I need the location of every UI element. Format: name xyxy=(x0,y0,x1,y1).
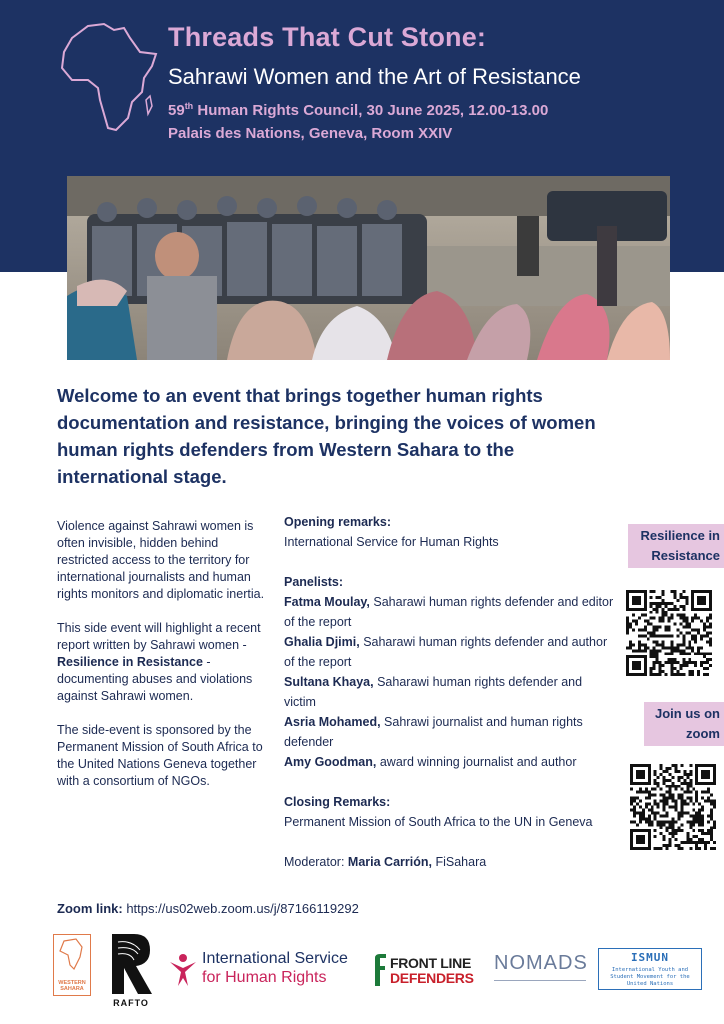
panelist-item: Ghalia Djimi, Saharawi human rights defender and author of the report xyxy=(284,635,608,669)
program-column xyxy=(284,512,614,872)
panelist-item: Amy Goodman, award winning journalist and author xyxy=(284,755,577,769)
description-paragraph-2: This side event will highlight a recent report written by Sahrawi women - Resilience in Resistance - documenting abuses and violations against Sahrawi women. xyxy=(57,621,261,703)
zoom-link-line[interactable]: Zoom link: https://us02web.zoom.us/j/87166119292 xyxy=(57,901,359,916)
report-qr-code-icon[interactable] xyxy=(626,590,712,676)
rafto-logo: RAFTO xyxy=(108,932,154,1008)
closing-remarks-text: Permanent Mission of South Africa to the UN in Geneva xyxy=(284,815,593,829)
description-paragraph-1: Violence against Sahrawi women is often invisible, hidden behind restricted access to the territory for international journalists and human rights monitors and diplomatic inertia. xyxy=(57,519,265,601)
western-sahara-logo: WESTERN SAHARA xyxy=(53,934,91,996)
panelist-item: Sultana Khaya, Saharawi human rights defender and victim xyxy=(284,675,583,709)
closing-remarks-heading: Closing Remarks: xyxy=(284,795,391,809)
opening-remarks-heading: Opening remarks: xyxy=(284,515,391,529)
event-title: Threads That Cut Stone: xyxy=(168,22,487,52)
report-tag: Resilience in Resistance xyxy=(628,524,724,568)
sponsor-logos xyxy=(0,930,724,1016)
moderator-line: Moderator: Maria Carrión, FiSahara xyxy=(284,855,487,869)
protest-photo xyxy=(67,176,670,360)
zoom-url: https://us02web.zoom.us/j/87166119292 xyxy=(122,901,359,916)
ismun-logo: ISMUN International Youth and Student Movement for the United Nations xyxy=(598,948,702,990)
panelist-item: Asria Mohamed, Sahrawi journalist and human rights defender xyxy=(284,715,583,749)
opening-remarks-text: International Service for Human Rights xyxy=(284,535,499,549)
nomads-logo: NOMADS xyxy=(494,950,586,994)
report-title: Resilience in Resistance xyxy=(57,655,203,669)
event-subtitle: Sahrawi Women and the Art of Resistance xyxy=(168,64,581,89)
event-dateline: 59th Human Rights Council, 30 June 2025, 12.00-13.00 xyxy=(168,101,549,119)
description-column xyxy=(57,518,269,807)
panelists-heading: Panelists: xyxy=(284,575,344,589)
zoom-qr-code-icon[interactable] xyxy=(630,764,716,850)
event-venue: Palais des Nations, Geneva, Room XXIV xyxy=(168,125,453,142)
panelist-item: Fatma Moulay, Saharawi human rights defender and editor of the report xyxy=(284,595,614,629)
africa-map-icon xyxy=(58,22,158,134)
front-line-defenders-logo: FRONT LINE DEFENDERS xyxy=(372,952,480,990)
zoom-tag: Join us on zoom xyxy=(644,702,724,746)
description-paragraph-3: The side-event is sponsored by the Permanent Mission of South Africa to the United Nations Geneva together with a consortium of NGOs. xyxy=(57,723,263,788)
welcome-heading: Welcome to an event that brings together human rights documentation and resistance, bringing the voices of women human rights defenders from Western Sahara to the international stage. xyxy=(57,385,596,487)
ishr-logo: International Service for Human Rights xyxy=(168,950,363,990)
